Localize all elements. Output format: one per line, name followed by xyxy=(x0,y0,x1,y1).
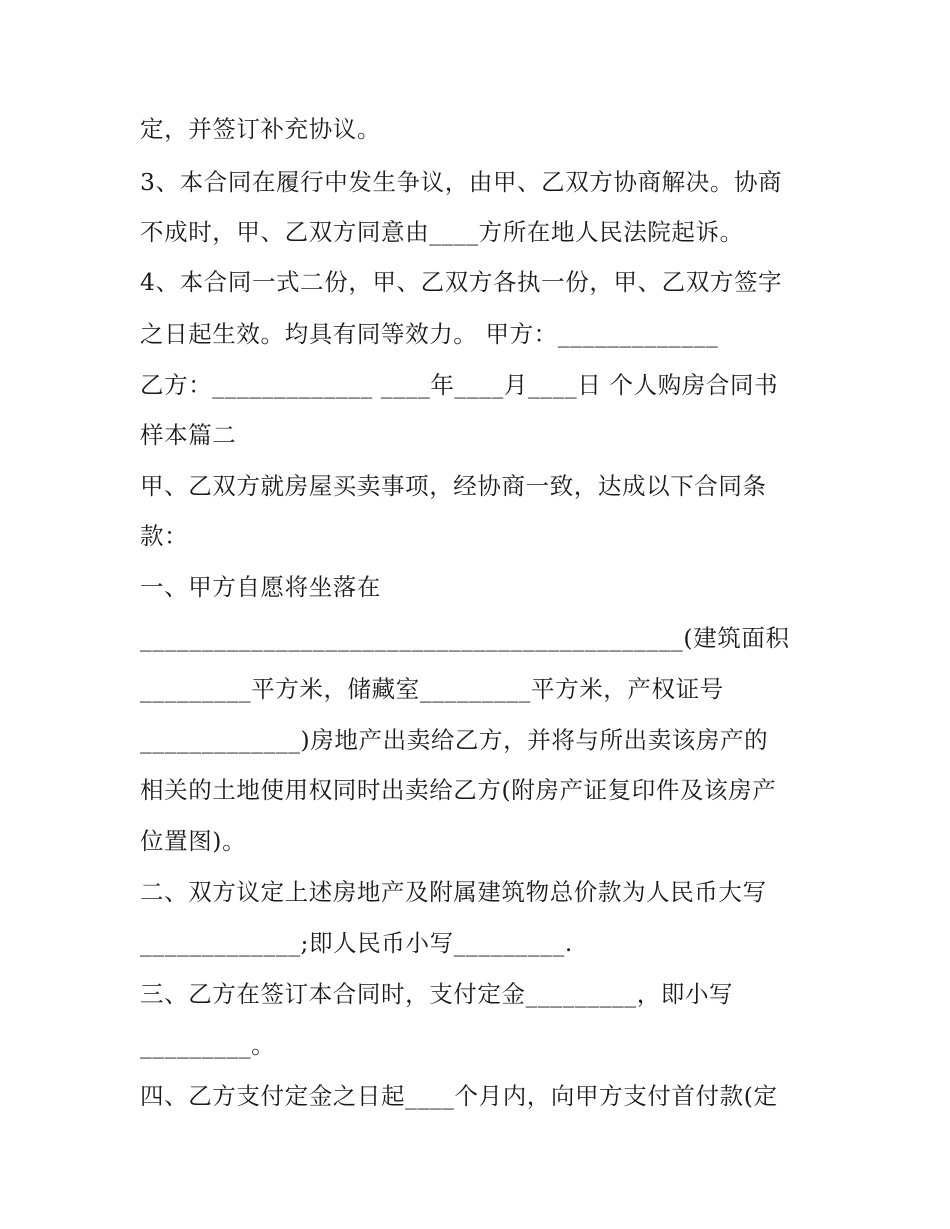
text-line: 4、本合同一式二份，甲、乙双方各执一份，甲、乙双方签字 xyxy=(140,268,783,296)
text-line: 乙方：_____________ ____年____月____日 个人购房合同书 xyxy=(140,371,779,399)
text-line: _________。 xyxy=(140,1031,276,1059)
text-line: 不成时，甲、乙双方同意由____方所在地人民法院起诉。 xyxy=(140,218,744,246)
text-line: 三、乙方在签订本合同时，支付定金_________，即小写 xyxy=(140,980,734,1008)
text-line: 3、本合同在履行中发生争议，由甲、乙双方协商解决。协商 xyxy=(140,168,783,196)
text-line: _________平方米，储藏室_________平方米，产权证号 xyxy=(140,675,724,703)
text-line: 之日起生效。均具有同等效力。 甲方：_____________ xyxy=(140,320,719,348)
text-line: _____________;即人民币小写_________. xyxy=(140,929,573,957)
text-line: 甲、乙双方就房屋买卖事项，经协商一致，达成以下合同条 xyxy=(140,472,767,500)
text-line: 一、甲方自愿将坐落在 xyxy=(140,573,381,601)
text-line: ____________________________________________(建筑面积 xyxy=(140,624,790,652)
text-line: 四、乙方支付定金之日起____个月内，向甲方支付首付款(定 xyxy=(140,1082,778,1110)
text-line: _____________)房地产出卖给乙方，并将与所出卖该房产的 xyxy=(140,726,769,754)
text-line: 样本篇二 xyxy=(140,421,237,449)
text-line: 相关的土地使用权同时出卖给乙方(附房产证复印件及该房产 xyxy=(140,776,777,804)
text-line: 款： xyxy=(140,522,189,550)
text-line: 定，并签订补充协议。 xyxy=(140,115,381,143)
text-line: 二、双方议定上述房地产及附属建筑物总价款为人民币大写 xyxy=(140,878,767,906)
text-line: 位置图)。 xyxy=(140,827,247,855)
